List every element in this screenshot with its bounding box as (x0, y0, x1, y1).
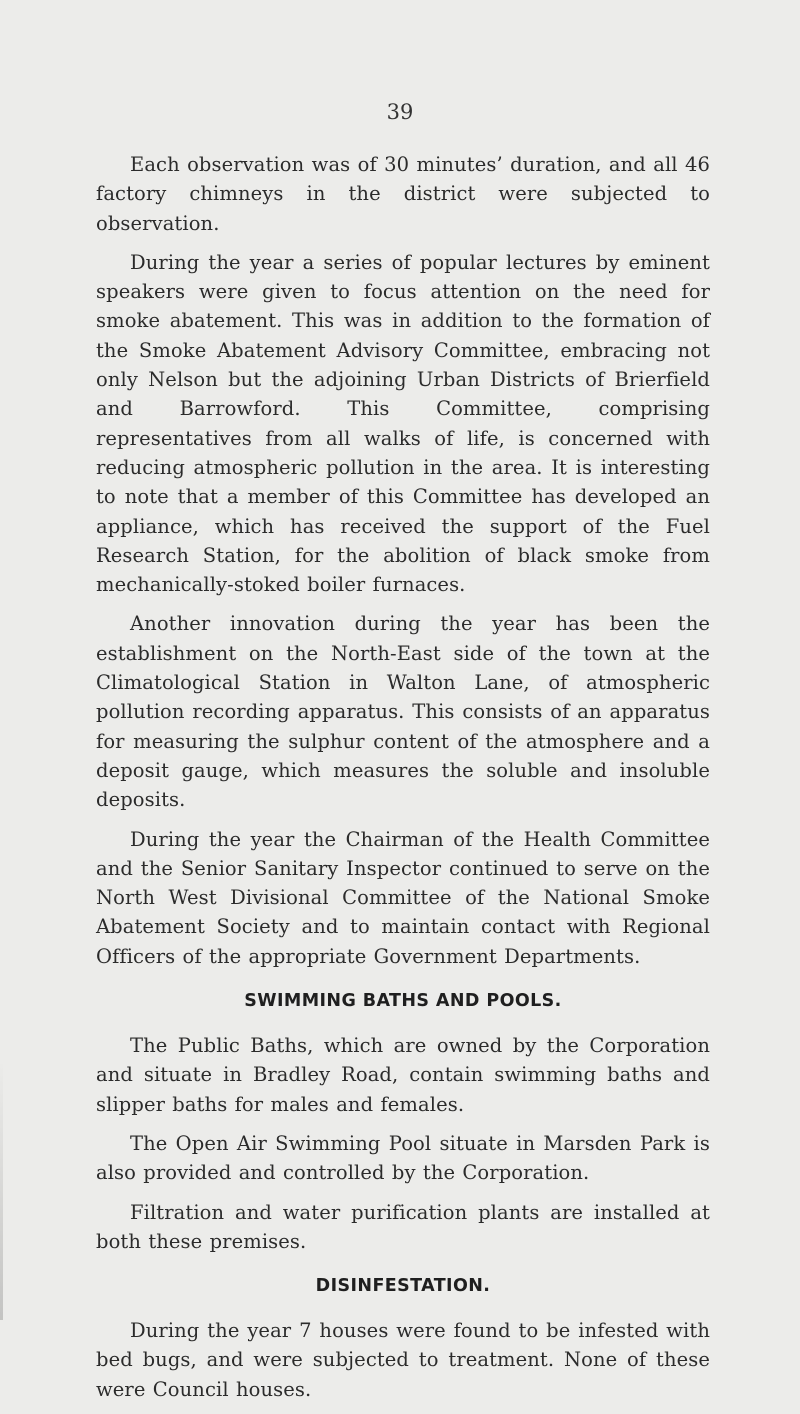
paragraph-committee: During the year the Chairman of the Health Committee and the Senior Sanitary Inspector continued to serve on the North West Divisional Committee of the National Smoke Abatement Society and to maintain contact with Regional Officers of the appropriate Government Departments. (96, 827, 710, 968)
paragraph-open-air-pool: The Open Air Swimming Pool situate in Marsden Park is also provided and controlled by the Corporation. (96, 1131, 710, 1185)
document-body (96, 150, 710, 1414)
paragraph-observation: Each observation was of 30 minutes’ duration, and all 46 factory chimneys in the district were subjected to observation. (96, 153, 710, 235)
paragraph-bed-bugs: During the year 7 houses were found to be infested with bed bugs, and were subjected to treatment. None of these were Council houses. (96, 1319, 710, 1401)
heading-disinfestation: DISINFESTATION. (315, 1276, 491, 1297)
scan-edge-shadow (0, 1060, 3, 1320)
page-number: 39 (386, 100, 414, 124)
paragraph-filtration: Filtration and water purification plants are installed at both these premises. (96, 1200, 710, 1253)
paragraph-innovation: Another innovation during the year has been the establishment on the North-East side of the town at the Climatological Station in Walton Lane, of atmospheric pollution recording apparatus. This consists of an apparatus for measuring the sulphur content of the atmosphere and a deposit gauge, which measures the soluble and insoluble deposits. (96, 612, 710, 812)
paragraph-public-baths: The Public Baths, which are owned by the Corporation and situate in Bradley Road, contain swimming baths and slipper baths for males and females. (96, 1034, 710, 1116)
heading-swimming-baths: SWIMMING BATHS AND POOLS. (244, 991, 562, 1012)
paragraph-lectures: During the year a series of popular lectures by eminent speakers were given to focus attention on the need for smoke abatement. This was in addition to the formation of the Smoke Abatement Advisory Committee, embracing not only Nelson but the adjoining Urban Districts of Brierfield and Barrowford. This Committee, comprising representatives from all walks of life, is concerned with reducing atmospheric pollution in the area. It is interesting to note that a member of this Committee has developed an appliance, which has received the support of the Fuel Research Station, for the abolition of black smoke from mechanically-stoked boiler furnaces. (96, 250, 710, 597)
